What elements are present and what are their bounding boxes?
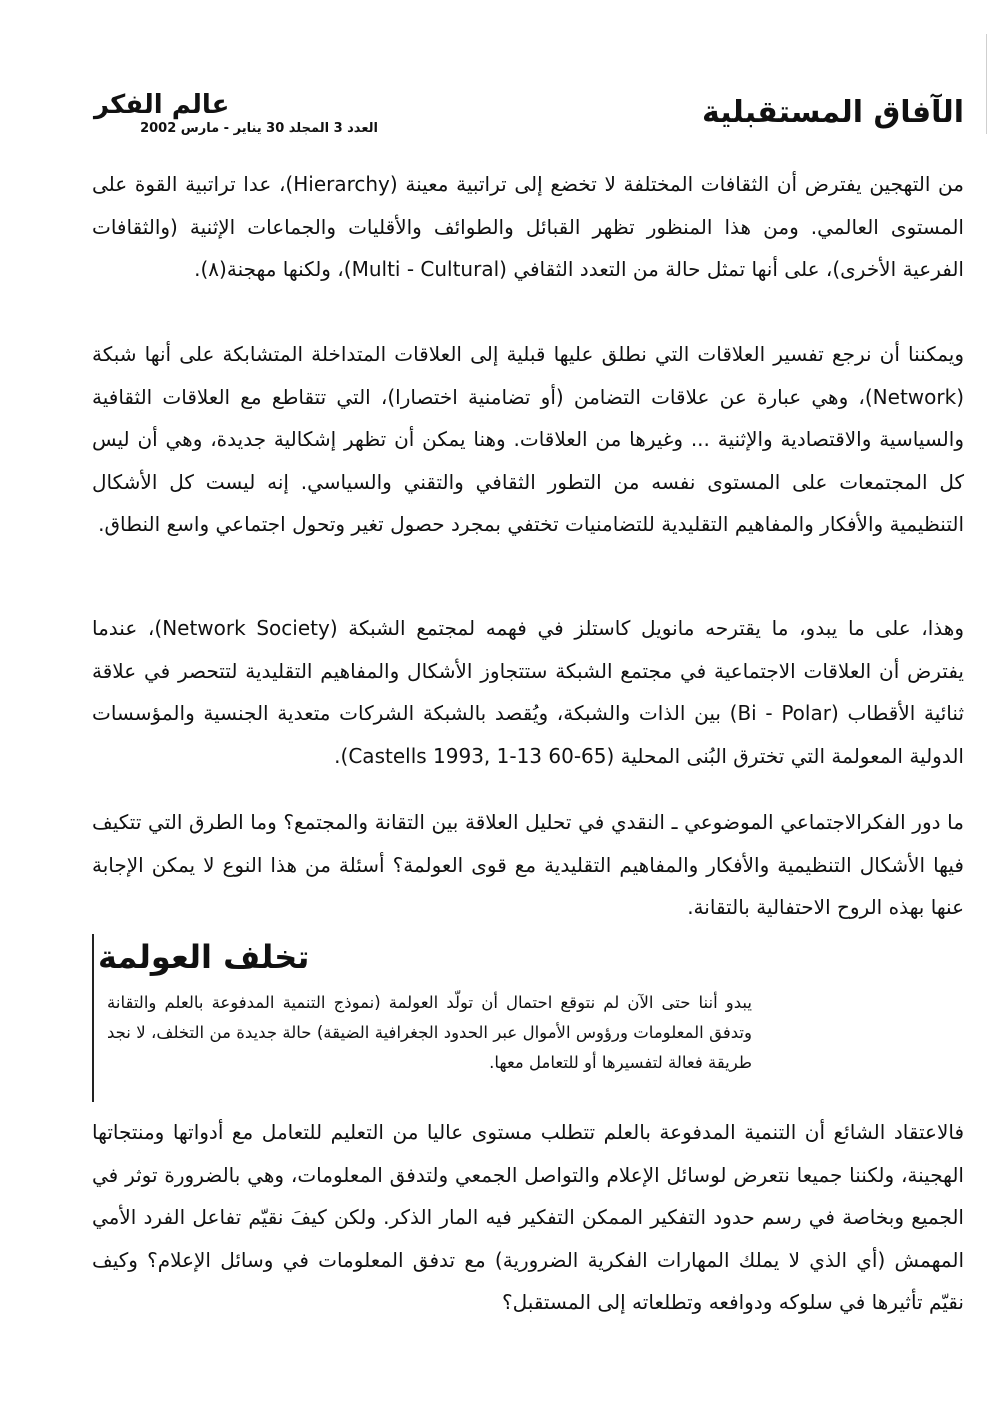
journal-masthead	[88, 92, 378, 138]
paragraph-3	[92, 607, 964, 777]
issue-info: العدد 3 المجلد 30 يناير - مارس 2002	[140, 121, 378, 136]
paragraph-5	[92, 1111, 964, 1324]
paragraph-text: فالاعتقاد الشائع أن التنمية المدفوعة بالعلم تتطلب مستوى عاليا من التعليم للتعامل مع أدواتها ومنتجاتها الهجينة، ولكننا جميعا نتعرض لوسائل الإعلام والتواصل الجمعي ولتدفق المعلومات، وهي بالضرورة توثر في الجميع وبخاصة في رسم حدود التفكير الممكن التفكير فيه المار الذكر. ولكن كيفَ نقيّم تفاعل الفرد الأمي المهمش (أي الذي لا يملك المهارات الفكرية الضرورية) مع تدفق المعلومات في وسائل الإعلام؟ وكيف نقيّم تأثيرها في سلوكه ودوافعه وتطلعاته إلى المستقبل؟	[92, 1120, 964, 1315]
pull-quote-text: يبدو أننا حتى الآن لم نتوقع احتمال أن تولّد العولمة (نموذج التنمية المدفوعة بالعلم والتقانة وتدفق المعلومات ورؤوس الأموال عبر الحدود الجغرافية الضيقة) حالة جديدة من التخلف، لا نجد طريقة فعالة لتفسيرها أو للتعامل معها.	[107, 993, 752, 1072]
pull-quote-box	[92, 932, 752, 1112]
paragraph-text: ما دور الفكرالاجتماعي الموضوعي ـ النقدي في تحليل العلاقة بين التقانة والمجتمع؟ وما الطرق التي تتكيف فيها الأشكال التنظيمية والأفكار والمفاهيم التقليدية مع قوى العولمة؟ أسئلة من هذا النوع لا يمكن الإجابة عنها بهذه الروح الاحتفالية بالتقانة.	[92, 810, 964, 920]
pull-quote-rule	[92, 934, 94, 1102]
paragraph-text: ويمكننا أن نرجع تفسير العلاقات التي نطلق عليها قبلية إلى العلاقات المتداخلة المتشابكة على أنها شبكة (Network)، وهي عبارة عن علاقات التضامن (أو تضامنية اختصارا)، التي تتقاطع مع العلاقات الثقافية والسياسية والاقتصادية والإثنية ... وغيرها من العلاقات. وهنا يمكن أن تظهر إشكالية جديدة، وهي أن ليس كل المجتمعات على المستوى نفسه من التطور الثقافي والتقني والسياسي. إنه ليست كل الأشكال التنظيمية والأفكار والمفاهيم التقليدية للتضامنيات تختفي بمجرد حصول تغير وتحول اجتماعي واسع النطاق.	[92, 342, 964, 537]
paragraph-text: وهذا، على ما يبدو، ما يقترحه مانويل كاستلز في فهمه لمجتمع الشبكة (Network Society)، عندما يفترض أن العلاقات الاجتماعية في مجتمع الشبكة ستتجاوز الأشكال والمفاهيم التقليدية لتتحصر في علاقة ثنائية الأقطاب (Bi - Polar) بين الذات والشبكة، ويُقصد بالشبكة الشركات متعدية الجنسية والمؤسسات الدولية المعولمة التي تخترق البُنى المحلية (Castells 1993, 1-13 60-65).	[92, 616, 965, 768]
pull-quote-heading: تخلف العولمة	[98, 938, 310, 976]
scan-edge-line	[986, 34, 987, 134]
journal-name: عالم الفكر	[94, 90, 230, 120]
paragraph-1	[92, 163, 964, 291]
page-header	[88, 92, 964, 142]
paragraph-2	[92, 333, 964, 546]
section-title: الآفاق المستقبلية	[702, 95, 964, 130]
paragraph-text: من التهجين يفترض أن الثقافات المختلفة لا تخضع إلى تراتبية معينة (Hierarchy)، عدا تراتبية القوة على المستوى العالمي. ومن هذا المنظور تظهر القبائل والطوائف والأقليات والجماعات الإثنية (والثقافات الفرعية الأخرى)، على أنها تمثل حالة من التعدد الثقافي (Multi - Cultural)، ولكنها مهجنة(٨).	[92, 172, 964, 282]
paragraph-4	[92, 801, 964, 929]
